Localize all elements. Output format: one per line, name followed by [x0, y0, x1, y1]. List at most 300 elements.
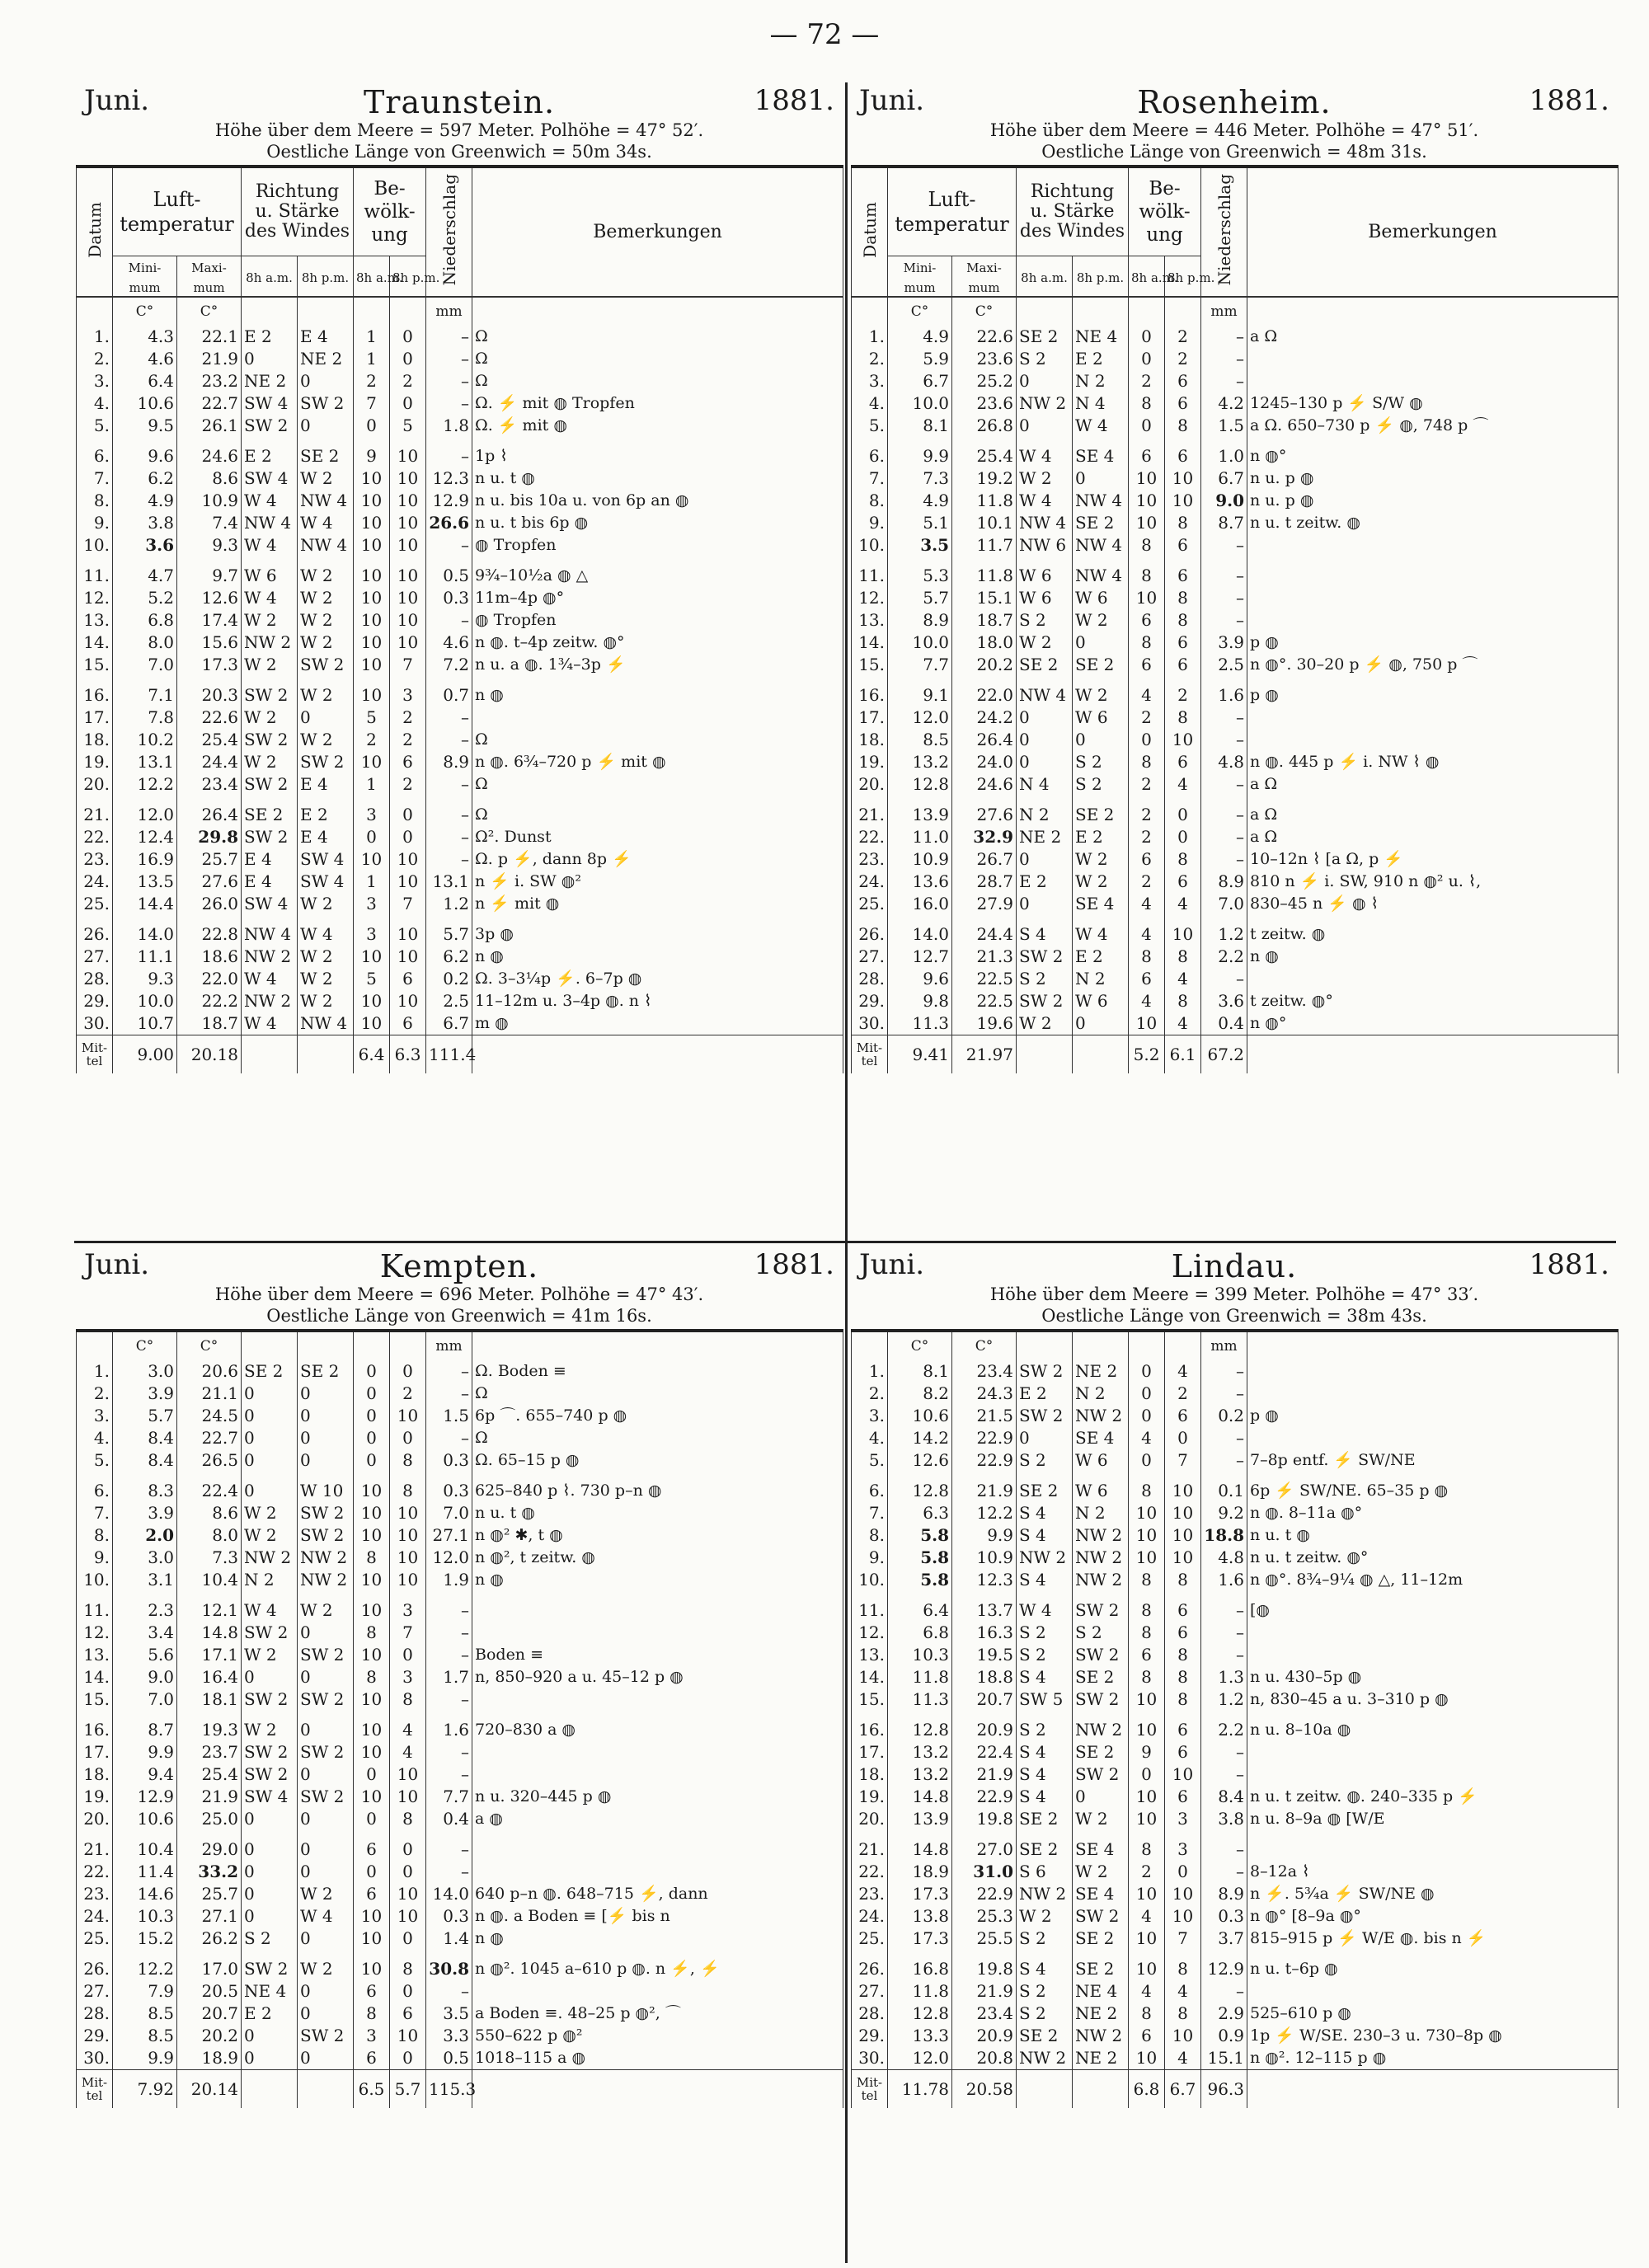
cell-datum: 9.: [852, 1547, 888, 1569]
cell-minimum: 14.2: [888, 1427, 952, 1449]
cell-bew-am: 9: [354, 445, 390, 467]
cell-minimum: 10.0: [113, 990, 177, 1012]
cell-minimum: 9.9: [113, 2047, 177, 2070]
cell-maximum: 24.0: [952, 751, 1017, 773]
cell-bemerkungen: n ◍. 445 p ⚡ i. NW ⌇ ◍: [1247, 751, 1618, 773]
cell-bemerkungen: 1245–130 p ⚡ S/W ◍: [1247, 392, 1618, 415]
cell-bew-am: 10: [354, 609, 390, 632]
cell-niederschlag: 1.6: [426, 1719, 472, 1741]
mean-bew-am: 6.5: [354, 2070, 390, 2109]
cell-bemerkungen: ◍ Tropfen: [472, 609, 843, 632]
unit-cell: [390, 1331, 426, 1360]
cell-bemerkungen: p ◍: [1247, 632, 1618, 654]
cell-bew-am: 8: [1129, 1622, 1165, 1644]
cell-maximum: 20.6: [177, 1360, 242, 1383]
cell-bew-pm: 8: [1165, 990, 1201, 1012]
cell-bew-am: 10: [1129, 1502, 1165, 1524]
cell-minimum: 14.0: [113, 923, 177, 946]
cell-bemerkungen: n ◍°. 8¾–9¼ ◍ △, 11–12m: [1247, 1569, 1618, 1591]
cell-maximum: 10.9: [177, 490, 242, 512]
gap-cell: [1165, 796, 1201, 804]
cell-bew-am: 4: [1129, 1905, 1165, 1928]
cell-bew-am: 8: [1129, 1838, 1165, 1861]
cell-niederschlag: 9.2: [1201, 1502, 1247, 1524]
cell-bemerkungen: Ω: [472, 773, 843, 796]
cell-datum: 16.: [77, 684, 113, 707]
cell-bew-am: 3: [354, 893, 390, 915]
cell-bemerkungen: n ◍: [472, 1928, 843, 1950]
gap-cell: [242, 796, 298, 804]
unit-cell: [1129, 1331, 1165, 1360]
cell-bew-pm: 2: [390, 707, 426, 729]
gap-cell: [1165, 676, 1201, 684]
table-row: [852, 946, 1618, 968]
cell-minimum: 11.1: [113, 946, 177, 968]
gap-cell: [177, 1591, 242, 1599]
cell-bew-am: 0: [1129, 1360, 1165, 1383]
cell-datum: 21.: [77, 1838, 113, 1861]
cell-datum: 13.: [852, 1644, 888, 1666]
cell-datum: 24.: [77, 871, 113, 893]
cell-minimum: 10.0: [888, 392, 952, 415]
cell-minimum: 14.8: [888, 1786, 952, 1808]
gap-cell: [888, 1472, 952, 1480]
cell-maximum: 22.6: [177, 707, 242, 729]
cell-bew-am: 6: [354, 1883, 390, 1905]
table-row: [77, 1808, 843, 1830]
weather-table: [851, 1329, 1618, 2108]
cell-wind-pm: SW 2: [298, 392, 354, 415]
cell-maximum: 9.7: [177, 565, 242, 587]
cell-minimum: 12.9: [113, 1786, 177, 1808]
cell-wind-pm: W 2: [298, 1958, 354, 1980]
cell-bemerkungen: n ⚡ i. SW ◍²: [472, 871, 843, 893]
unit-cell: mm: [1201, 297, 1247, 326]
gap-cell: [1017, 676, 1073, 684]
gap-cell: [298, 1950, 354, 1958]
cell-maximum: 9.9: [952, 1524, 1017, 1547]
cell-maximum: 22.5: [952, 990, 1017, 1012]
cell-wind-pm: NE 2: [1073, 2003, 1129, 2025]
gap-cell: [888, 1711, 952, 1719]
cell-niederschlag: –: [1201, 804, 1247, 826]
gap-cell: [1017, 1711, 1073, 1719]
cell-maximum: 18.7: [177, 1012, 242, 1035]
table-row: [852, 445, 1618, 467]
cell-niederschlag: 0.5: [426, 565, 472, 587]
table-row: [852, 751, 1618, 773]
cell-maximum: 22.9: [952, 1786, 1017, 1808]
cell-bemerkungen: Ω: [472, 729, 843, 751]
header-wind-am: [1017, 256, 1073, 297]
cell-minimum: 4.3: [113, 326, 177, 348]
cell-maximum: 29.0: [177, 1838, 242, 1861]
table-row: [77, 1928, 843, 1950]
cell-maximum: 27.6: [952, 804, 1017, 826]
cell-bew-am: 10: [1129, 1012, 1165, 1035]
gap-cell: [1201, 1591, 1247, 1599]
gap-cell: [177, 676, 242, 684]
gap-cell: [426, 1711, 472, 1719]
cell-niederschlag: 12.3: [426, 467, 472, 490]
cell-wind-pm: 0: [298, 1808, 354, 1830]
cell-datum: 22.: [77, 826, 113, 848]
gap-cell: [1247, 1472, 1618, 1480]
table-row: [77, 773, 843, 796]
cell-datum: 25.: [852, 893, 888, 915]
table-row: [852, 1741, 1618, 1763]
cell-bemerkungen: 1p ⚡ W/SE. 230–3 u. 730–8p ◍: [1247, 2025, 1618, 2047]
cell-datum: 28.: [77, 968, 113, 990]
cell-bemerkungen: [472, 1838, 843, 1861]
gap-cell: [472, 915, 843, 923]
cell-datum: 20.: [77, 773, 113, 796]
gap-cell: [77, 1472, 113, 1480]
gap-cell: [390, 915, 426, 923]
cell-datum: 16.: [852, 684, 888, 707]
cell-minimum: 7.8: [113, 707, 177, 729]
station-name: Kempten.: [379, 1248, 539, 1284]
gap-cell: [298, 915, 354, 923]
cell-bew-pm: 7: [1165, 1449, 1201, 1472]
mean-bew-pm: 5.7: [390, 2070, 426, 2109]
cell-bemerkungen: [472, 1763, 843, 1786]
cell-datum: 30.: [852, 2047, 888, 2070]
cell-minimum: 8.4: [113, 1427, 177, 1449]
cell-niederschlag: –: [1201, 826, 1247, 848]
cell-niederschlag: 0.3: [426, 587, 472, 609]
cell-bemerkungen: n ◍. 8–11a ◍°: [1247, 1502, 1618, 1524]
table-row: [852, 684, 1618, 707]
cell-minimum: 11.3: [888, 1688, 952, 1711]
cell-wind-pm: W 2: [298, 467, 354, 490]
cell-bemerkungen: n u. t ◍: [472, 1502, 843, 1524]
cell-bew-pm: 2: [390, 370, 426, 392]
cell-bemerkungen: 11m–4p ◍°: [472, 587, 843, 609]
cell-bew-am: 4: [1129, 1980, 1165, 2003]
cell-minimum: 14.0: [888, 923, 952, 946]
cell-niederschlag: –: [1201, 348, 1247, 370]
cell-maximum: 31.0: [952, 1861, 1017, 1883]
cell-niederschlag: 1.8: [426, 415, 472, 437]
cell-bew-am: 5: [354, 968, 390, 990]
cell-bemerkungen: a Boden ≡. 48–25 p ◍², ⌒: [472, 2003, 843, 2025]
cell-niederschlag: –: [1201, 707, 1247, 729]
cell-maximum: 25.4: [177, 729, 242, 751]
table-row: [852, 490, 1618, 512]
cell-datum: 15.: [852, 654, 888, 676]
cell-maximum: 26.1: [177, 415, 242, 437]
mean-maximum: 20.58: [952, 2070, 1017, 2109]
cell-niederschlag: 1.3: [1201, 1666, 1247, 1688]
cell-wind-pm: W 2: [298, 968, 354, 990]
gap-cell: [852, 915, 888, 923]
gap-cell: [354, 437, 390, 445]
table-row: [852, 654, 1618, 676]
table-row: [852, 534, 1618, 556]
cell-datum: 28.: [852, 2003, 888, 2025]
cell-bew-pm: 8: [1165, 1644, 1201, 1666]
cell-bemerkungen: [1247, 609, 1618, 632]
cell-wind-am: N 4: [1017, 773, 1073, 796]
header-minimum: [113, 256, 177, 297]
cell-maximum: 22.4: [952, 1741, 1017, 1763]
gap-cell: [242, 1591, 298, 1599]
cell-bew-am: 10: [1129, 1719, 1165, 1741]
table-row: [77, 1012, 843, 1035]
cell-maximum: 8.0: [177, 1524, 242, 1547]
cell-datum: 8.: [852, 490, 888, 512]
cell-wind-am: SW 2: [242, 1622, 298, 1644]
cell-bew-am: 8: [354, 1666, 390, 1688]
year-label: 1881.: [1529, 1248, 1609, 1281]
cell-wind-pm: W 2: [298, 609, 354, 632]
cell-minimum: 10.2: [113, 729, 177, 751]
cell-datum: 5.: [77, 415, 113, 437]
gap-cell: [1017, 915, 1073, 923]
unit-cell: [472, 297, 843, 326]
cell-datum: 20.: [77, 1808, 113, 1830]
unit-row: [852, 297, 1618, 326]
header-datum-text: Datum: [859, 201, 880, 258]
cell-wind-am: 0: [1017, 707, 1073, 729]
table-body: [852, 297, 1618, 1073]
cell-minimum: 4.9: [888, 490, 952, 512]
cell-niederschlag: 1.2: [1201, 1688, 1247, 1711]
cell-datum: 17.: [77, 707, 113, 729]
cell-bew-am: 4: [1129, 893, 1165, 915]
cell-wind-pm: E 2: [1073, 946, 1129, 968]
mean-bemerkungen: [1247, 2070, 1618, 2109]
cell-datum: 14.: [77, 1666, 113, 1688]
cell-wind-am: 0: [1017, 848, 1073, 871]
table-row: [77, 2025, 843, 2047]
cell-datum: 20.: [852, 773, 888, 796]
cell-wind-am: 0: [242, 1405, 298, 1427]
unit-cell: C°: [177, 297, 242, 326]
header-maximum-text: Maxi-mum: [191, 260, 227, 295]
cell-wind-am: W 2: [242, 1719, 298, 1741]
mean-row: [77, 2070, 843, 2109]
cell-niederschlag: 3.5: [426, 2003, 472, 2025]
cell-bew-pm: 7: [390, 654, 426, 676]
cell-bew-am: 8: [1129, 1480, 1165, 1502]
cell-maximum: 26.4: [952, 729, 1017, 751]
table-row: [852, 990, 1618, 1012]
table-row: [852, 893, 1618, 915]
cell-bew-am: 8: [1129, 751, 1165, 773]
cell-wind-pm: W 2: [298, 565, 354, 587]
cell-bemerkungen: n u. t zeitw. ◍. 240–335 p ⚡: [1247, 1786, 1618, 1808]
cell-bew-am: 2: [354, 729, 390, 751]
cell-niederschlag: 0.3: [426, 1905, 472, 1928]
gap-cell: [354, 1591, 390, 1599]
cell-wind-am: S 6: [1017, 1861, 1073, 1883]
cell-bew-am: 10: [354, 1569, 390, 1591]
gap-cell: [113, 676, 177, 684]
cell-wind-pm: E 4: [298, 326, 354, 348]
table-row: [852, 512, 1618, 534]
gap-cell: [1165, 1950, 1201, 1958]
cell-wind-am: 0: [242, 1480, 298, 1502]
cell-bemerkungen: n u. t ◍: [472, 467, 843, 490]
gap-cell: [426, 915, 472, 923]
cell-maximum: 23.4: [952, 2003, 1017, 2025]
gap-cell: [426, 437, 472, 445]
cell-niederschlag: 8.9: [1201, 871, 1247, 893]
table-row: [852, 609, 1618, 632]
unit-cell: [242, 1331, 298, 1360]
cell-maximum: 19.2: [952, 467, 1017, 490]
cell-datum: 18.: [77, 1763, 113, 1786]
cell-niederschlag: 27.1: [426, 1524, 472, 1547]
cell-wind-am: SW 2: [242, 1688, 298, 1711]
cell-minimum: 10.0: [888, 632, 952, 654]
cell-bew-pm: 10: [1165, 1883, 1201, 1905]
cell-niederschlag: 7.7: [426, 1786, 472, 1808]
cell-bemerkungen: n ◍. 6¾–720 p ⚡ mit ◍: [472, 751, 843, 773]
cell-wind-pm: W 10: [298, 1480, 354, 1502]
cell-bemerkungen: [472, 1741, 843, 1763]
table-row: [77, 1719, 843, 1741]
cell-bew-am: 10: [354, 1599, 390, 1622]
gap-cell: [1165, 556, 1201, 565]
gap-cell: [354, 676, 390, 684]
mean-bemerkungen: [1247, 1035, 1618, 1073]
gap-cell: [888, 796, 952, 804]
cell-wind-pm: 0: [298, 1666, 354, 1688]
cell-datum: 11.: [852, 565, 888, 587]
cell-bemerkungen: [1247, 1644, 1618, 1666]
cell-minimum: 7.7: [888, 654, 952, 676]
cell-wind-pm: W 4: [298, 1905, 354, 1928]
cell-bew-pm: 10: [390, 467, 426, 490]
unit-cell: C°: [888, 297, 952, 326]
cell-bemerkungen: 6p ⚡ SW/NE. 65–35 p ◍: [1247, 1480, 1618, 1502]
cell-minimum: 10.7: [113, 1012, 177, 1035]
cell-bemerkungen: p ◍: [1247, 684, 1618, 707]
cell-datum: 5.: [77, 1449, 113, 1472]
gap-cell: [472, 1591, 843, 1599]
header-bemerkungen-text: Bemerkungen: [593, 221, 722, 242]
gap-cell: [113, 556, 177, 565]
mean-niederschlag: 115.3: [426, 2070, 472, 2109]
cell-minimum: 3.4: [113, 1622, 177, 1644]
cell-maximum: 26.0: [177, 893, 242, 915]
table-row: [77, 654, 843, 676]
gap-cell: [888, 915, 952, 923]
cell-datum: 13.: [77, 1644, 113, 1666]
gap-cell: [1165, 1711, 1201, 1719]
cell-wind-am: 0: [242, 1838, 298, 1861]
cell-datum: 3.: [77, 1405, 113, 1427]
station-traunstein: [76, 82, 843, 1237]
table-row: [77, 1383, 843, 1405]
cell-bew-pm: 6: [1165, 534, 1201, 556]
cell-wind-am: SE 2: [1017, 1480, 1073, 1502]
cell-wind-pm: SW 2: [1073, 1599, 1129, 1622]
mean-minimum: 9.00: [113, 1035, 177, 1073]
cell-maximum: 25.2: [952, 370, 1017, 392]
gap-cell: [113, 1472, 177, 1480]
cell-wind-am: SW 2: [1017, 1360, 1073, 1383]
cell-maximum: 23.6: [952, 392, 1017, 415]
cell-wind-pm: W 2: [298, 946, 354, 968]
cell-bemerkungen: a Ω: [1247, 804, 1618, 826]
cell-bew-am: 8: [1129, 392, 1165, 415]
cell-niederschlag: –: [426, 848, 472, 871]
cell-wind-pm: 0: [298, 1763, 354, 1786]
cell-datum: 27.: [77, 946, 113, 968]
table-row: [77, 1763, 843, 1786]
cell-wind-pm: 0: [298, 2003, 354, 2025]
cell-wind-am: E 2: [1017, 1383, 1073, 1405]
cell-wind-pm: NE 2: [298, 348, 354, 370]
gap-cell: [1201, 437, 1247, 445]
cell-bew-pm: 10: [390, 1502, 426, 1524]
cell-minimum: 7.0: [113, 1688, 177, 1711]
gap-cell: [242, 556, 298, 565]
unit-row: [77, 1331, 843, 1360]
cell-bew-am: 10: [354, 632, 390, 654]
cell-bew-pm: 6: [1165, 1599, 1201, 1622]
cell-wind-pm: NW 4: [1073, 534, 1129, 556]
header-maximum: [952, 256, 1017, 297]
cell-bew-pm: 2: [390, 729, 426, 751]
cell-datum: 15.: [77, 1688, 113, 1711]
cell-bemerkungen: n ◍° [8–9a ◍°: [1247, 1905, 1618, 1928]
cell-minimum: 16.9: [113, 848, 177, 871]
cell-bew-pm: 8: [390, 1688, 426, 1711]
cell-minimum: 9.5: [113, 415, 177, 437]
cell-bew-pm: 2: [1165, 348, 1201, 370]
cell-bew-am: 0: [1129, 1449, 1165, 1472]
row-gap: [77, 1950, 843, 1958]
cell-datum: 24.: [852, 1905, 888, 1928]
cell-minimum: 5.8: [888, 1547, 952, 1569]
cell-bew-pm: 6: [1165, 1719, 1201, 1741]
gap-cell: [242, 915, 298, 923]
table-row: [77, 1688, 843, 1711]
cell-maximum: 20.7: [177, 2003, 242, 2025]
cell-datum: 2.: [852, 1383, 888, 1405]
cell-bew-pm: 10: [390, 1547, 426, 1569]
cell-minimum: 8.7: [113, 1719, 177, 1741]
cell-minimum: 3.9: [113, 1502, 177, 1524]
gap-cell: [1129, 1830, 1165, 1838]
cell-bew-am: 10: [354, 1719, 390, 1741]
cell-maximum: 23.7: [177, 1741, 242, 1763]
gap-cell: [1129, 1711, 1165, 1719]
cell-bemerkungen: 11–12m u. 3–4p ◍. n ⌇: [472, 990, 843, 1012]
cell-bemerkungen: [472, 1599, 843, 1622]
unit-cell: [1247, 297, 1618, 326]
cell-bew-pm: 8: [1165, 587, 1201, 609]
cell-niederschlag: 1.7: [426, 1666, 472, 1688]
mean-wind-am: [1017, 1035, 1073, 1073]
cell-bemerkungen: 1p ⌇: [472, 445, 843, 467]
cell-bew-am: 2: [354, 370, 390, 392]
cell-maximum: 7.3: [177, 1547, 242, 1569]
cell-bew-pm: 6: [1165, 654, 1201, 676]
header-niederschlag-text: Niederschlag: [439, 174, 459, 286]
cell-wind-am: W 2: [242, 1502, 298, 1524]
cell-wind-pm: NE 4: [1073, 326, 1129, 348]
mean-row: [77, 1035, 843, 1073]
gap-cell: [888, 1830, 952, 1838]
cell-wind-pm: S 2: [1073, 1622, 1129, 1644]
cell-bew-am: 2: [1129, 804, 1165, 826]
